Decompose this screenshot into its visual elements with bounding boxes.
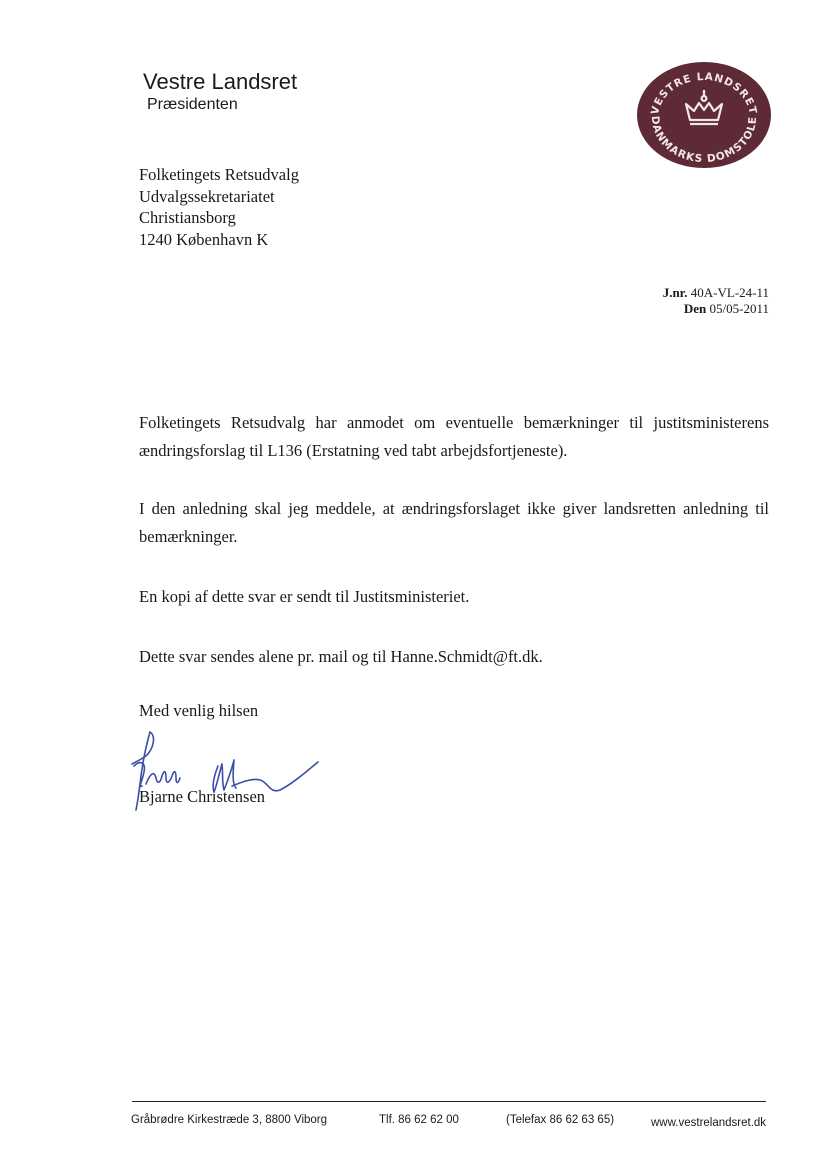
court-seal — [636, 60, 772, 170]
footer-fax: (Telefax 86 62 63 65) — [506, 1114, 615, 1126]
recipient-address — [139, 164, 299, 250]
body-paragraph: Folketingets Retsudvalg har anmodet om eventuelle bemærkninger til justitsministerens ændringsforslag til L136 (Erstatning ved tabt arbejdsfortjeneste). — [139, 413, 769, 460]
letter-date — [663, 301, 769, 317]
letter-date-label: Den — [683, 301, 707, 316]
body-paragraph: En kopi af dette svar er sendt til Justitsministeriet. — [139, 587, 470, 606]
court-department: Præsidenten — [147, 96, 238, 113]
journal-number-label: J.nr. — [662, 285, 688, 300]
seal-text-top: VESTRE LANDSRET — [649, 70, 759, 116]
seal-text-bottom: DANMARKS DOMSTOLE — [648, 115, 760, 166]
handwritten-signature — [120, 726, 330, 816]
body-paragraph: I den anledning skal jeg meddele, at ændringsforslaget ikke giver landsretten anledning til bemærkninger. — [139, 499, 769, 546]
journal-number — [663, 285, 769, 301]
court-name: Vestre Landsret — [143, 69, 298, 94]
journal-number-value: 40A-VL-24-11 — [690, 285, 769, 300]
address-line: Folketingets Retsudvalg — [139, 165, 299, 184]
body-paragraph: Dette svar sendes alene pr. mail og til Hanne.Schmidt@ft.dk. — [139, 647, 543, 666]
footer-address: Gråbrødre Kirkestræde 3, 8800 Viborg — [131, 1114, 328, 1126]
footer-divider — [132, 1101, 766, 1102]
letter-date-value: 05/05-2011 — [709, 301, 769, 316]
address-line: 1240 København K — [139, 229, 269, 249]
reference-block — [663, 285, 769, 317]
footer-phone: Tlf. 86 62 62 00 — [379, 1114, 459, 1126]
address-line: Christiansborg — [139, 208, 236, 227]
signer-name: Bjarne Christensen — [139, 787, 266, 806]
footer-website: www.vestrelandsret.dk — [651, 1117, 767, 1129]
address-line: Udvalgssekretariatet — [139, 186, 275, 206]
closing-salutation: Med venlig hilsen — [139, 701, 259, 720]
